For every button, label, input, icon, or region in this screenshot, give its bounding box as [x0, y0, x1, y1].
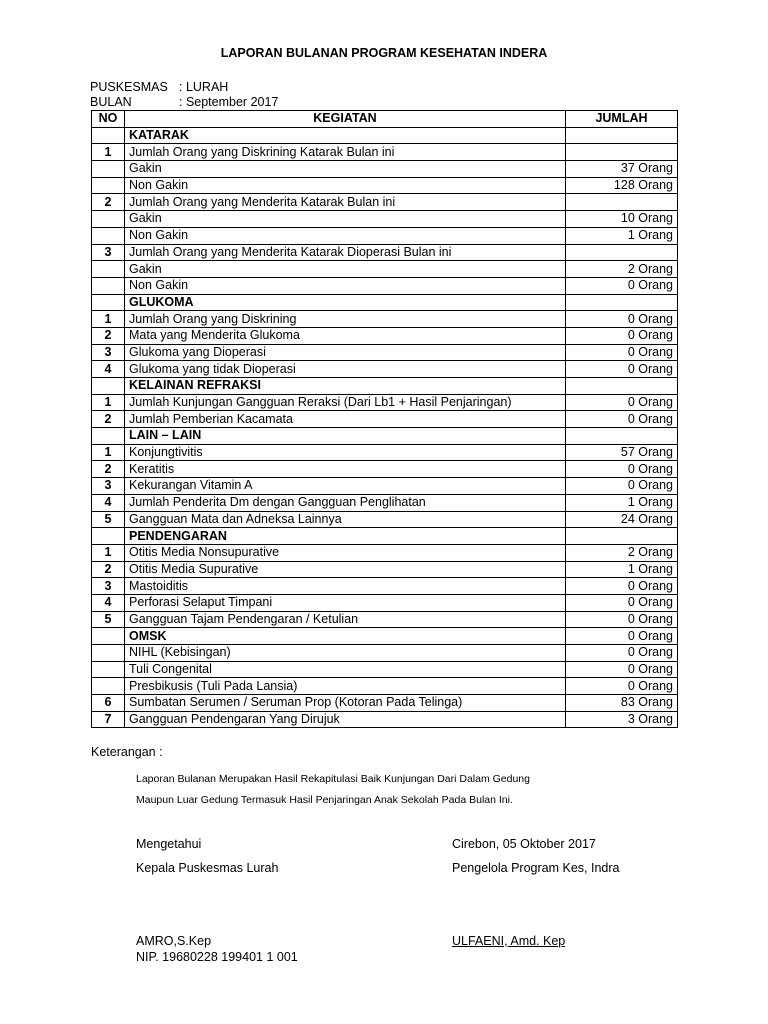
row-no-cell: [92, 528, 125, 545]
row-jumlah-cell: 0 Orang: [566, 394, 678, 411]
row-no-cell: 2: [92, 411, 125, 428]
row-kegiatan-cell: Non Gakin: [125, 227, 566, 244]
report-title: LAPORAN BULANAN PROGRAM KESEHATAN INDERA: [220, 46, 548, 60]
row-no-cell: [92, 261, 125, 278]
row-kegiatan-cell: Presbikusis (Tuli Pada Lansia): [125, 678, 566, 695]
row-jumlah-cell: 0 Orang: [566, 311, 678, 328]
table-row: [92, 695, 678, 712]
row-kegiatan-cell: Jumlah Orang yang Diskrining Katarak Bulan ini: [125, 144, 566, 161]
table-row: [92, 678, 678, 695]
row-no-cell: 1: [92, 444, 125, 461]
row-jumlah-cell: [566, 244, 678, 261]
row-jumlah-cell: [566, 144, 678, 161]
table-row: [92, 394, 678, 411]
puskesmas-line: [90, 80, 228, 94]
bulan-label: BULAN: [90, 95, 132, 109]
table-row: [92, 161, 678, 178]
row-no-cell: 5: [92, 511, 125, 528]
row-no-cell: [92, 177, 125, 194]
row-jumlah-cell: 24 Orang: [566, 511, 678, 528]
row-kegiatan-cell: Gangguan Tajam Pendengaran / Ketulian: [125, 611, 566, 628]
row-kegiatan-cell: Non Gakin: [125, 277, 566, 294]
row-kegiatan-cell: Kekurangan Vitamin A: [125, 478, 566, 495]
row-kegiatan-cell: Gangguan Pendengaran Yang Dirujuk: [125, 711, 566, 728]
row-jumlah-cell: [566, 428, 678, 445]
row-kegiatan-cell: Gakin: [125, 261, 566, 278]
bulan-line: [90, 95, 278, 109]
sig-right-tempat-tanggal: Cirebon, 05 Oktober 2017: [452, 837, 596, 851]
row-jumlah-cell: [566, 378, 678, 395]
row-kegiatan-cell: Perforasi Selaput Timpani: [125, 594, 566, 611]
row-kegiatan-cell: Gakin: [125, 161, 566, 178]
row-kegiatan-cell: Jumlah Orang yang Menderita Katarak Dioperasi Bulan ini: [125, 244, 566, 261]
table-row: [92, 294, 678, 311]
row-no-cell: [92, 628, 125, 645]
row-jumlah-cell: 0 Orang: [566, 478, 678, 495]
row-no-cell: 5: [92, 611, 125, 628]
table-row: [92, 361, 678, 378]
row-no-cell: 2: [92, 561, 125, 578]
row-no-cell: [92, 277, 125, 294]
row-kegiatan-cell: LAIN – LAIN: [125, 428, 566, 445]
table-row: [92, 511, 678, 528]
row-no-cell: 1: [92, 544, 125, 561]
row-no-cell: 3: [92, 344, 125, 361]
row-jumlah-cell: 0 Orang: [566, 411, 678, 428]
row-jumlah-cell: 0 Orang: [566, 678, 678, 695]
row-no-cell: [92, 678, 125, 695]
header-kegiatan: KEGIATAN: [125, 111, 566, 128]
table-row: [92, 177, 678, 194]
row-no-cell: 4: [92, 361, 125, 378]
table-row: [92, 428, 678, 445]
table-row: [92, 461, 678, 478]
keterangan-label: Keterangan :: [91, 745, 163, 759]
row-kegiatan-cell: GLUKOMA: [125, 294, 566, 311]
row-kegiatan-cell: Sumbatan Serumen / Seruman Prop (Kotoran Pada Telinga): [125, 695, 566, 712]
table-body: [92, 127, 678, 728]
row-jumlah-cell: 0 Orang: [566, 645, 678, 662]
row-kegiatan-cell: Konjungtivitis: [125, 444, 566, 461]
table-row: [92, 344, 678, 361]
row-no-cell: 6: [92, 695, 125, 712]
table-row: [92, 578, 678, 595]
header-no: NO: [92, 111, 125, 128]
row-jumlah-cell: 0 Orang: [566, 327, 678, 344]
sig-right-jabatan: Pengelola Program Kes, Indra: [452, 861, 620, 875]
row-kegiatan-cell: Jumlah Orang yang Menderita Katarak Bulan ini: [125, 194, 566, 211]
row-no-cell: [92, 378, 125, 395]
row-kegiatan-cell: Non Gakin: [125, 177, 566, 194]
row-jumlah-cell: 1 Orang: [566, 494, 678, 511]
sig-left-nama: AMRO,S.Kep: [136, 934, 212, 948]
row-jumlah-cell: 0 Orang: [566, 594, 678, 611]
row-kegiatan-cell: Glukoma yang Dioperasi: [125, 344, 566, 361]
report-table: [91, 110, 678, 728]
table-row: [92, 594, 678, 611]
row-jumlah-cell: [566, 127, 678, 144]
table-row: [92, 311, 678, 328]
puskesmas-label: PUSKESMAS: [90, 80, 168, 94]
header-jumlah: JUMLAH: [566, 111, 678, 128]
row-jumlah-cell: [566, 194, 678, 211]
keterangan-line-1: Laporan Bulanan Merupakan Hasil Rekapitulasi Baik Kunjungan Dari Dalam Gedung: [136, 773, 530, 785]
row-no-cell: 7: [92, 711, 125, 728]
row-jumlah-cell: 128 Orang: [566, 177, 678, 194]
row-jumlah-cell: 83 Orang: [566, 695, 678, 712]
row-jumlah-cell: 57 Orang: [566, 444, 678, 461]
row-no-cell: [92, 161, 125, 178]
row-no-cell: 4: [92, 594, 125, 611]
table-row: [92, 661, 678, 678]
row-kegiatan-cell: Jumlah Kunjungan Gangguan Reraksi (Dari Lb1 + Hasil Penjaringan): [125, 394, 566, 411]
table-header-row: [92, 111, 678, 128]
row-no-cell: 3: [92, 244, 125, 261]
table-row: [92, 127, 678, 144]
row-no-cell: 1: [92, 311, 125, 328]
table-row: [92, 327, 678, 344]
row-kegiatan-cell: Gangguan Mata dan Adneksa Lainnya: [125, 511, 566, 528]
row-no-cell: [92, 428, 125, 445]
table-row: [92, 411, 678, 428]
row-kegiatan-cell: PENDENGARAN: [125, 528, 566, 545]
row-kegiatan-cell: Keratitis: [125, 461, 566, 478]
row-jumlah-cell: 2 Orang: [566, 261, 678, 278]
row-kegiatan-cell: Mastoiditis: [125, 578, 566, 595]
row-no-cell: 4: [92, 494, 125, 511]
row-kegiatan-cell: Otitis Media Supurative: [125, 561, 566, 578]
row-jumlah-cell: 2 Orang: [566, 544, 678, 561]
row-no-cell: 1: [92, 394, 125, 411]
row-kegiatan-cell: Jumlah Pemberian Kacamata: [125, 411, 566, 428]
row-jumlah-cell: 1 Orang: [566, 561, 678, 578]
sig-left-nip: NIP. 19680228 199401 1 001: [136, 950, 298, 964]
row-jumlah-cell: 0 Orang: [566, 661, 678, 678]
row-no-cell: [92, 127, 125, 144]
sig-left-jabatan: Kepala Puskesmas Lurah: [136, 861, 279, 875]
row-no-cell: 2: [92, 461, 125, 478]
sig-right-nama: ULFAENI, Amd. Kep: [452, 934, 566, 948]
row-jumlah-cell: 0 Orang: [566, 461, 678, 478]
row-kegiatan-cell: Jumlah Penderita Dm dengan Gangguan Penglihatan: [125, 494, 566, 511]
row-jumlah-cell: [566, 528, 678, 545]
row-jumlah-cell: 0 Orang: [566, 611, 678, 628]
table-row: [92, 211, 678, 228]
row-no-cell: 2: [92, 194, 125, 211]
row-kegiatan-cell: OMSK: [125, 628, 566, 645]
row-no-cell: 3: [92, 478, 125, 495]
row-jumlah-cell: 37 Orang: [566, 161, 678, 178]
row-jumlah-cell: 3 Orang: [566, 711, 678, 728]
table-row: [92, 244, 678, 261]
row-no-cell: [92, 294, 125, 311]
table-row: [92, 444, 678, 461]
table-row: [92, 144, 678, 161]
table-row: [92, 227, 678, 244]
row-jumlah-cell: 0 Orang: [566, 361, 678, 378]
table-row: [92, 645, 678, 662]
row-no-cell: [92, 227, 125, 244]
table-row: [92, 611, 678, 628]
keterangan-line-2: Maupun Luar Gedung Termasuk Hasil Penjaringan Anak Sekolah Pada Bulan Ini.: [136, 794, 513, 806]
row-kegiatan-cell: Glukoma yang tidak Dioperasi: [125, 361, 566, 378]
row-kegiatan-cell: KELAINAN REFRAKSI: [125, 378, 566, 395]
row-jumlah-cell: 10 Orang: [566, 211, 678, 228]
table-row: [92, 378, 678, 395]
row-kegiatan-cell: Jumlah Orang yang Diskrining: [125, 311, 566, 328]
table-row: [92, 561, 678, 578]
row-kegiatan-cell: NIHL (Kebisingan): [125, 645, 566, 662]
row-jumlah-cell: 0 Orang: [566, 628, 678, 645]
table-row: [92, 478, 678, 495]
puskesmas-value: : LURAH: [179, 80, 229, 94]
table-row: [92, 277, 678, 294]
row-kegiatan-cell: KATARAK: [125, 127, 566, 144]
row-no-cell: [92, 661, 125, 678]
table-row: [92, 528, 678, 545]
row-no-cell: 2: [92, 327, 125, 344]
row-kegiatan-cell: Otitis Media Nonsupurative: [125, 544, 566, 561]
sig-left-mengetahui: Mengetahui: [136, 837, 202, 851]
table-row: [92, 628, 678, 645]
row-no-cell: 3: [92, 578, 125, 595]
row-jumlah-cell: 0 Orang: [566, 277, 678, 294]
bulan-value: : September 2017: [179, 95, 279, 109]
table-row: [92, 194, 678, 211]
table-row: [92, 544, 678, 561]
table-row: [92, 261, 678, 278]
table-row: [92, 494, 678, 511]
row-no-cell: [92, 645, 125, 662]
row-jumlah-cell: 1 Orang: [566, 227, 678, 244]
row-jumlah-cell: 0 Orang: [566, 344, 678, 361]
table-row: [92, 711, 678, 728]
row-kegiatan-cell: Mata yang Menderita Glukoma: [125, 327, 566, 344]
row-jumlah-cell: 0 Orang: [566, 578, 678, 595]
row-kegiatan-cell: Gakin: [125, 211, 566, 228]
row-no-cell: [92, 211, 125, 228]
row-no-cell: 1: [92, 144, 125, 161]
row-kegiatan-cell: Tuli Congenital: [125, 661, 566, 678]
row-jumlah-cell: [566, 294, 678, 311]
